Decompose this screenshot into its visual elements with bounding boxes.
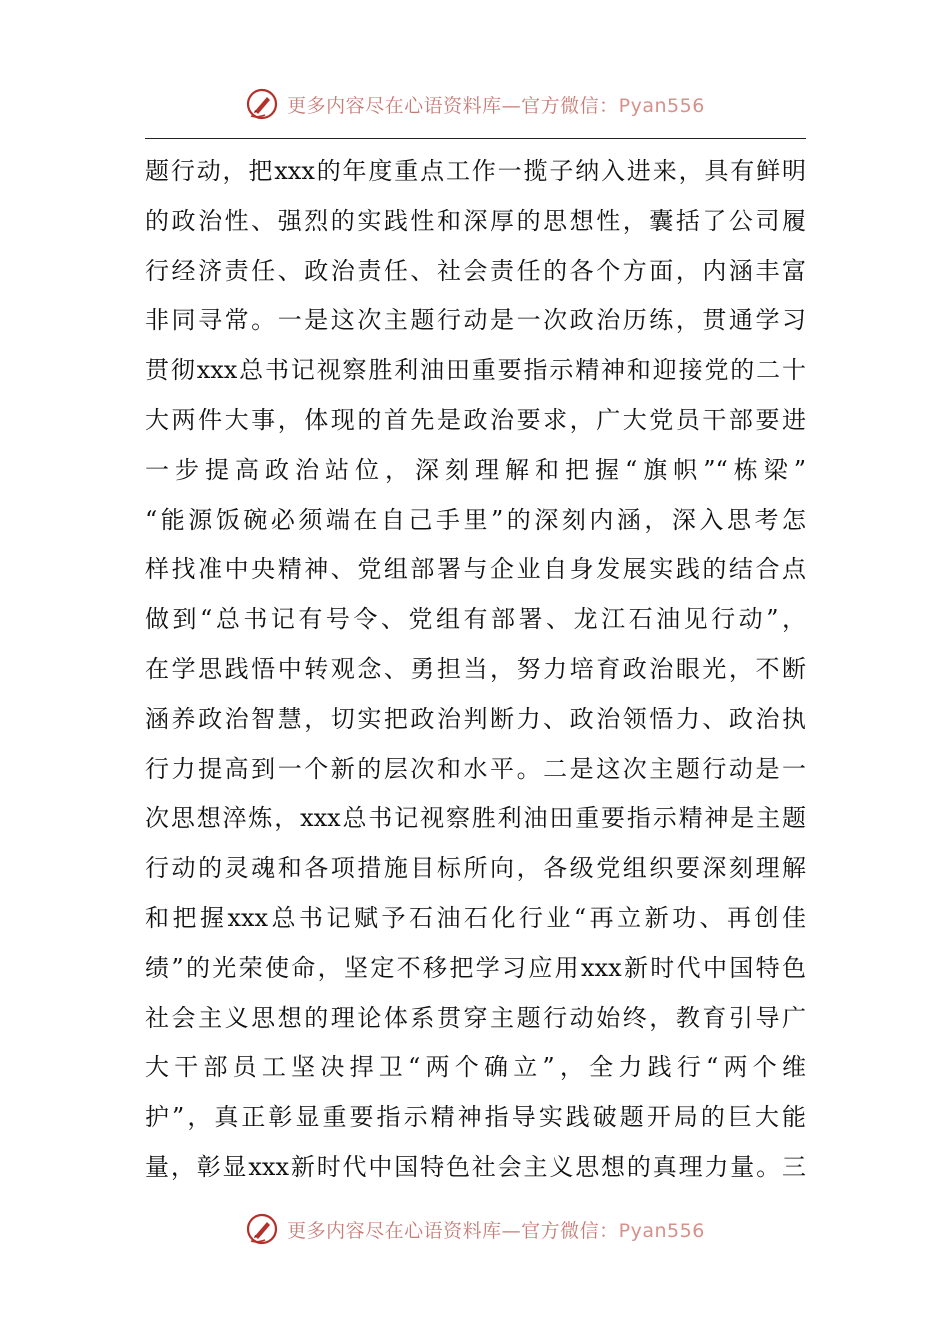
body-text-line: 行经济责任、政治责任、社会责任的各个方面，内涵丰富: [145, 256, 806, 285]
footer-banner: [0, 1209, 950, 1249]
body-text-line: 社会主义思想的理论体系贯穿主题行动始终，教育引导广: [145, 1003, 806, 1032]
footer-banner-text: [287, 1216, 705, 1243]
body-text-line: 量，彰显xxx新时代中国特色社会主义思想的真理力量。三: [145, 1152, 806, 1181]
body-text-line: 题行动，把xxx的年度重点工作一揽子纳入进来，具有鲜明: [145, 157, 806, 185]
body-text-line: “能源饭碗必须端在自己手里”的深刻内涵，深入思考怎: [145, 505, 806, 534]
body-text-line: 次思想淬炼，xxx总书记视察胜利油田重要指示精神是主题: [145, 804, 806, 833]
header-banner-wechat-id: Pyan556: [618, 94, 705, 117]
body-text-line: 一步提高政治站位，深刻理解和把握“旗帜”“栋梁”: [145, 455, 806, 484]
footer-banner-text-cn: 更多内容尽在心语资料库—官方微信：: [287, 1219, 619, 1242]
body-text-line: 做到“总书记有号令、党组有部署、龙江石油见行动”，: [145, 605, 806, 634]
header-banner-text: [287, 91, 705, 118]
body-text-line: 大干部员工坚决捍卫“两个确立”，全力践行“两个维: [145, 1053, 806, 1082]
body-text-line: 贯彻xxx总书记视察胜利油田重要指示精神和迎接党的二十: [145, 356, 806, 385]
body-text-line: 大两件大事，体现的首先是政治要求，广大党员干部要进: [145, 405, 806, 434]
body-text-line: 绩”的光荣使命，坚定不移把学习应用xxx新时代中国特色: [145, 953, 806, 982]
body-text-line: 样找准中央精神、党组部署与企业自身发展实践的结合点: [145, 555, 806, 584]
body-text-line: 在学思践悟中转观念、勇担当，努力培育政治眼光，不断: [145, 654, 806, 683]
footer-banner-wechat-id: Pyan556: [618, 1219, 705, 1242]
body-text-line: 非同寻常。一是这次主题行动是一次政治历练，贯通学习: [145, 306, 806, 335]
header-banner: [0, 84, 950, 124]
header-banner-text-cn: 更多内容尽在心语资料库—官方微信：: [287, 94, 619, 117]
header-divider: [145, 138, 806, 139]
pen-circle-logo-icon: [245, 1212, 279, 1246]
body-text-line: 护”，真正彰显重要指示精神指导实践破题开局的巨大能: [145, 1103, 806, 1132]
document-body: [145, 147, 806, 1193]
pen-circle-logo-icon: [245, 87, 279, 121]
body-text-line: 行动的灵魂和各项措施目标所向，各级党组织要深刻理解: [145, 854, 806, 883]
body-text-line: 的政治性、强烈的实践性和深厚的思想性，囊括了公司履: [145, 206, 806, 235]
body-text-line: 和把握xxx总书记赋予石油石化行业“再立新功、再创佳: [145, 903, 806, 932]
header-banner-inner: [245, 87, 705, 121]
footer-banner-inner: [245, 1212, 705, 1246]
body-text-line: 行力提高到一个新的层次和水平。二是这次主题行动是一: [145, 754, 806, 783]
body-text-line: 涵养政治智慧，切实把政治判断力、政治领悟力、政治执: [145, 704, 806, 733]
